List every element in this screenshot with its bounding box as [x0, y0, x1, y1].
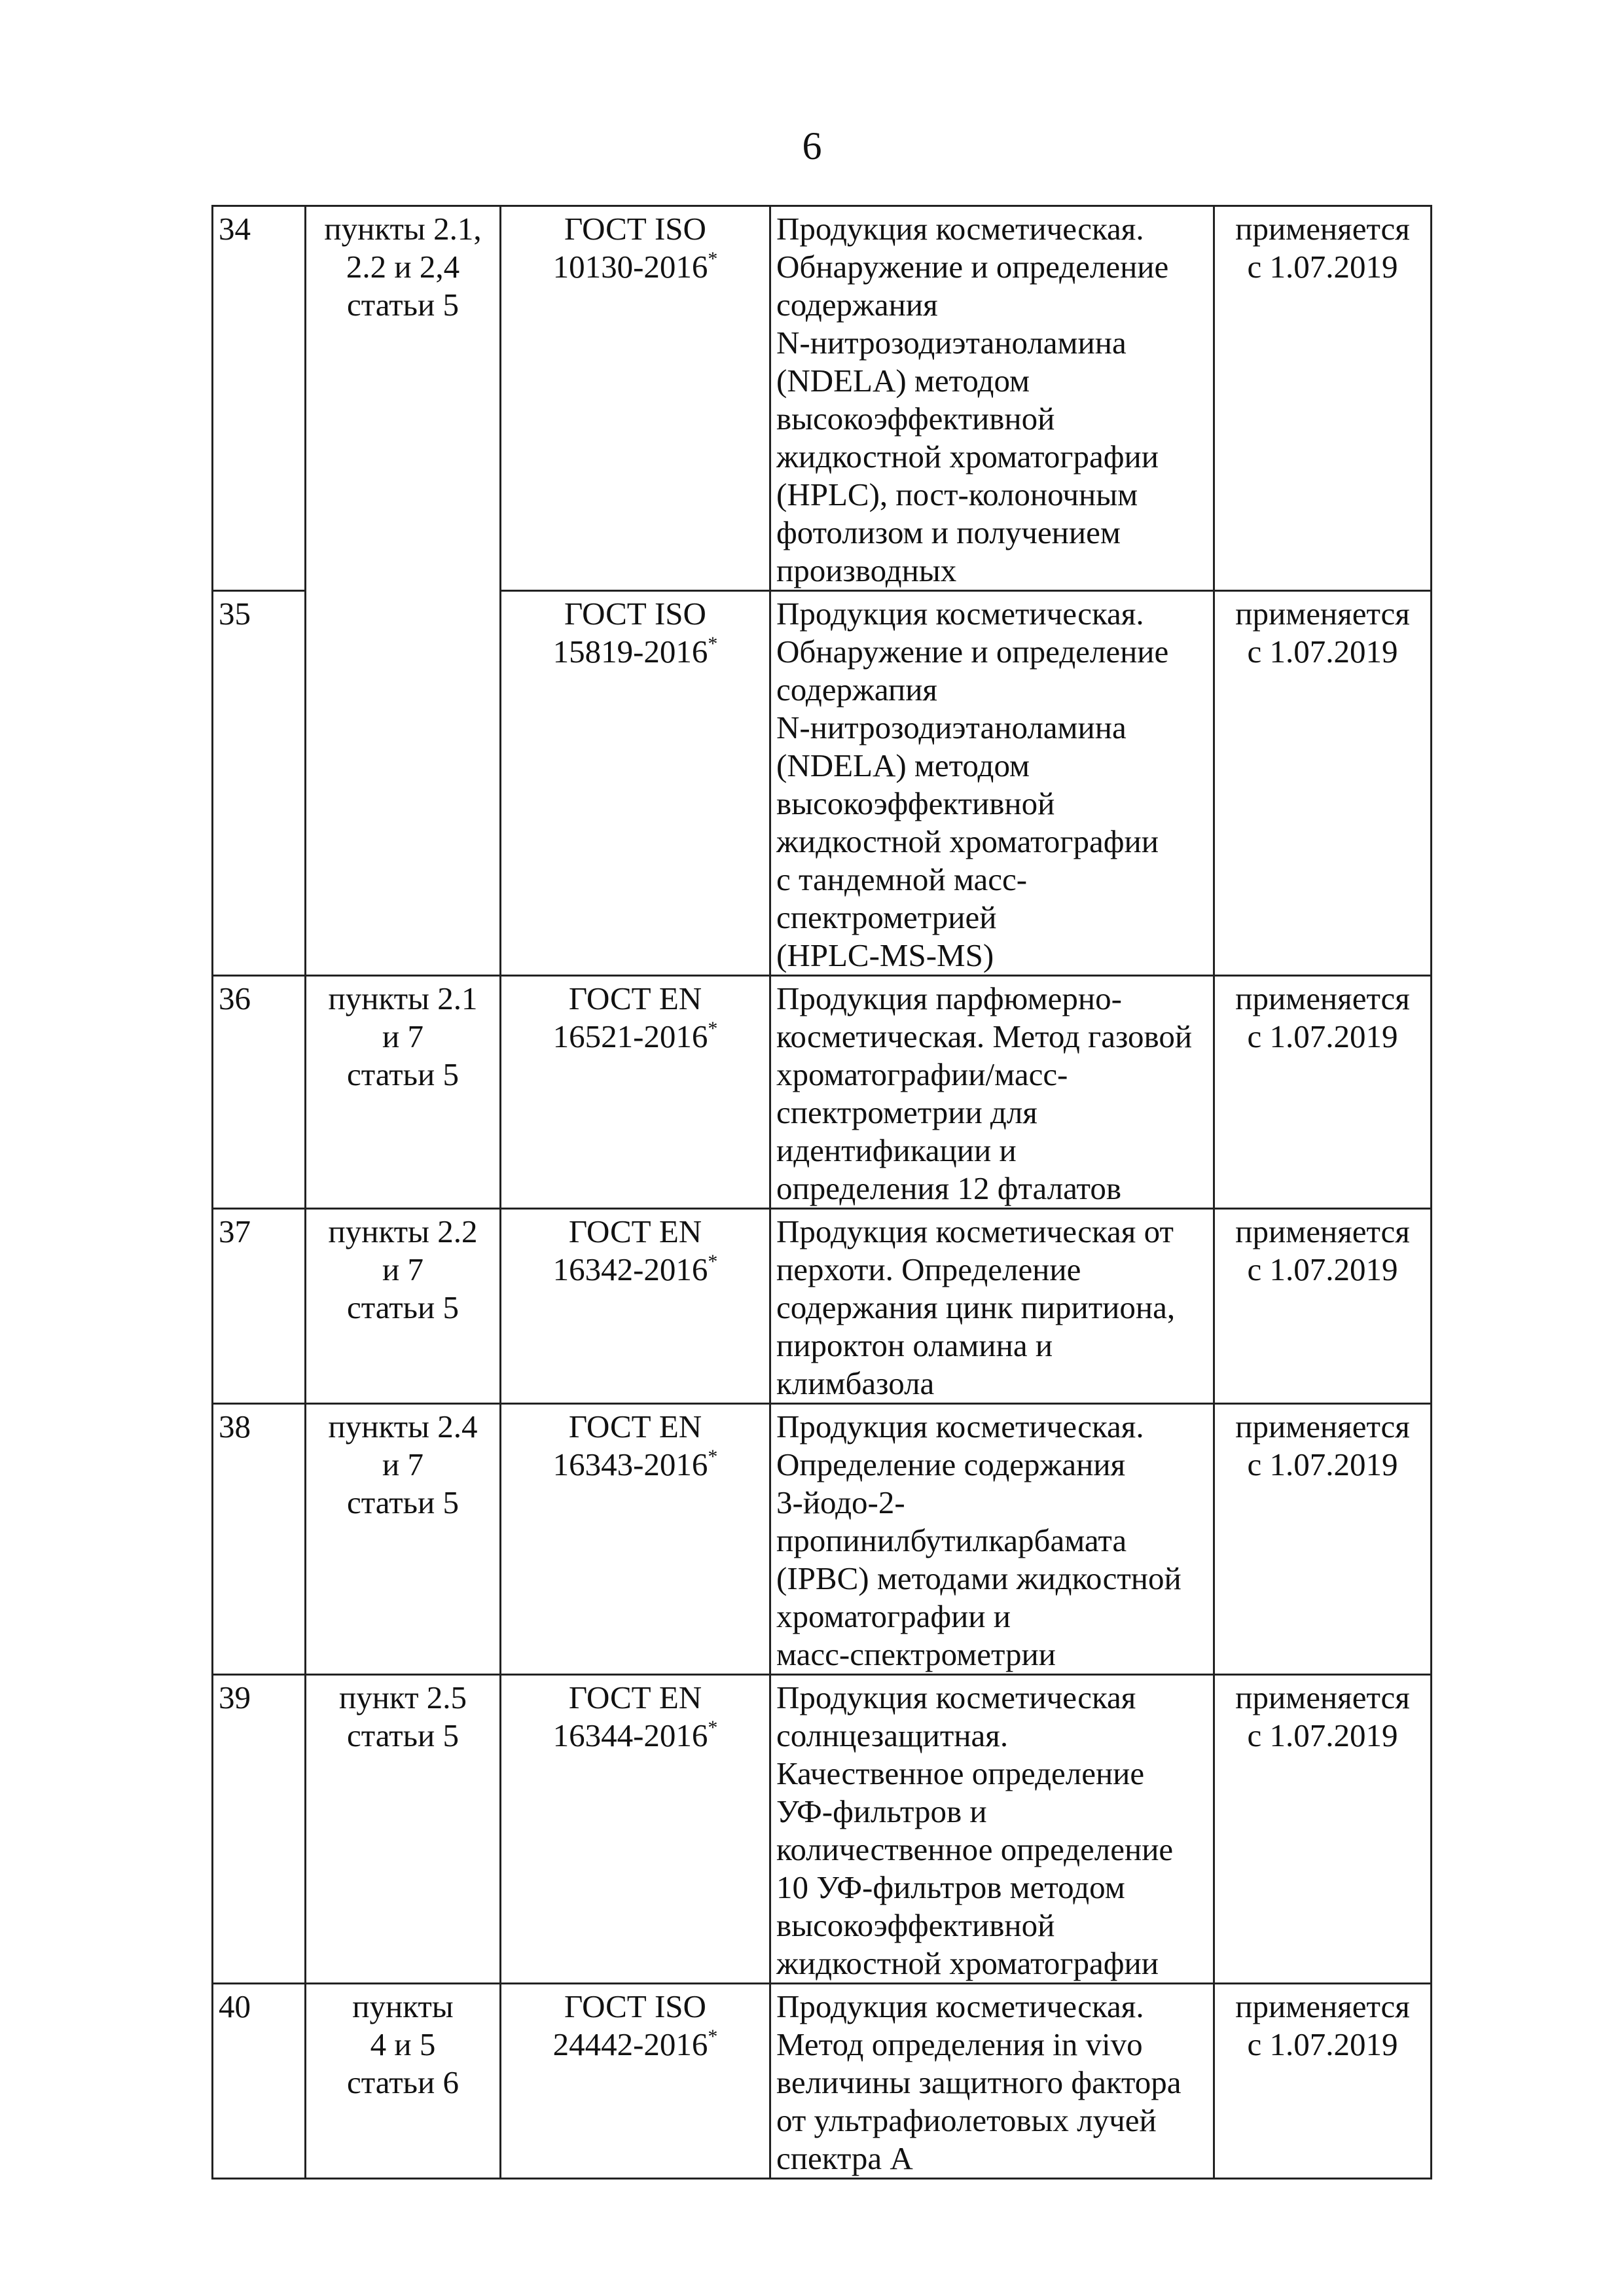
standard-code: 16344-2016	[552, 1717, 708, 1753]
clause-line: статьи 6	[347, 2064, 459, 2100]
title-cell	[770, 1209, 1214, 1404]
title-line: Продукция косметическая.	[776, 211, 1144, 247]
title-line: спектрометрии для	[776, 1094, 1038, 1130]
title-line: спектрометрией	[776, 899, 997, 935]
clause-line: пункты 2.1	[328, 980, 478, 1016]
clause-cell	[306, 1404, 501, 1675]
status-cell	[1214, 1404, 1432, 1675]
status-line: применяется	[1235, 1679, 1410, 1715]
standard-code: 10130-2016	[552, 249, 708, 285]
title-line: Продукция косметическая.	[776, 596, 1144, 632]
status-line: с 1.07.2019	[1247, 1251, 1398, 1287]
title-line: величины защитного фактора	[776, 2064, 1182, 2100]
clause-line: 2.2 и 2,4	[346, 249, 460, 285]
row-number: 40	[213, 1984, 306, 2179]
title-line: производных	[776, 552, 957, 588]
title-line: N-нитрозодиэтаноламина	[776, 325, 1127, 361]
title-line: Качественное определение	[776, 1755, 1145, 1791]
standards-table	[211, 205, 1432, 2179]
title-line: пропинилбутилкарбамата	[776, 1522, 1127, 1558]
title-cell	[770, 1404, 1214, 1675]
standard-line: ГОСТ ISO	[564, 211, 706, 247]
status-line: применяется	[1235, 980, 1410, 1016]
title-line: хроматографии/масс-	[776, 1056, 1068, 1092]
table-row-34	[213, 206, 1432, 591]
status-line: применяется	[1235, 211, 1410, 247]
clause-line: статьи 5	[347, 1289, 459, 1325]
title-line: жидкостной хроматографии	[776, 1945, 1159, 1981]
title-line: косметическая. Метод газовой	[776, 1018, 1193, 1054]
clause-cell	[306, 1675, 501, 1984]
title-line: Обнаружение и определение	[776, 249, 1169, 285]
table-row-38	[213, 1404, 1432, 1675]
title-line: солнцезащитная.	[776, 1717, 1009, 1753]
status-line: с 1.07.2019	[1247, 2026, 1398, 2062]
title-line: климбазола	[776, 1365, 935, 1401]
standard-line: ГОСТ EN	[568, 980, 702, 1016]
title-line: пироктон оламина и	[776, 1327, 1053, 1363]
row-number: 38	[213, 1404, 306, 1675]
row-number: 39	[213, 1675, 306, 1984]
title-line: (NDELA) методом	[776, 363, 1030, 399]
standard-line	[507, 633, 764, 671]
clause-cell	[306, 1209, 501, 1404]
status-line: с 1.07.2019	[1247, 249, 1398, 285]
title-line: УФ-фильтров и	[776, 1793, 987, 1829]
table-row-37	[213, 1209, 1432, 1404]
title-line: 10 УФ-фильтров методом	[776, 1869, 1125, 1905]
title-line: содержания цинк пиритиона,	[776, 1289, 1176, 1325]
title-line: Обнаружение и определение	[776, 634, 1169, 670]
title-line: Продукция косметическая.	[776, 1408, 1144, 1444]
title-cell	[770, 206, 1214, 591]
clause-line: статьи 5	[347, 1484, 459, 1520]
status-cell	[1214, 1675, 1432, 1984]
status-line: применяется	[1235, 596, 1410, 632]
clause-line: статьи 5	[347, 1056, 459, 1092]
status-line: с 1.07.2019	[1247, 1446, 1398, 1482]
title-line: фотолизом и получением	[776, 514, 1121, 550]
title-line: масс-спектрометрии	[776, 1636, 1056, 1672]
status-cell	[1214, 206, 1432, 591]
title-line: Определение содержания	[776, 1446, 1126, 1482]
table-row-39	[213, 1675, 1432, 1984]
standard-code: 16343-2016	[552, 1446, 708, 1482]
standard-line: ГОСТ ISO	[564, 596, 706, 632]
standard-line	[507, 1717, 764, 1755]
title-line: Продукция косметическая	[776, 1679, 1136, 1715]
title-cell	[770, 591, 1214, 976]
clause-line: и 7	[382, 1251, 424, 1287]
title-line: хроматографии и	[776, 1598, 1011, 1634]
standard-code: 16342-2016	[552, 1251, 708, 1287]
standard-line: ГОСТ EN	[568, 1213, 702, 1249]
clause-line: статьи 5	[347, 1717, 459, 1753]
standard-line	[507, 1446, 764, 1484]
clause-line: пункт 2.5	[338, 1679, 467, 1715]
clause-line: пункты	[352, 1988, 454, 2024]
clause-cell	[306, 976, 501, 1209]
standard-cell	[501, 1404, 770, 1675]
status-cell	[1214, 591, 1432, 976]
standard-line	[507, 248, 764, 286]
footnote-mark: *	[708, 632, 718, 655]
title-line: (IPBC) методами жидкостной	[776, 1560, 1182, 1596]
standard-cell	[501, 591, 770, 976]
footnote-mark: *	[708, 1017, 718, 1039]
clause-cell	[306, 206, 501, 976]
standard-line	[507, 2026, 764, 2064]
standard-line: ГОСТ EN	[568, 1679, 702, 1715]
status-cell	[1214, 976, 1432, 1209]
status-cell	[1214, 1209, 1432, 1404]
status-cell	[1214, 1984, 1432, 2179]
clause-line: 4 и 5	[370, 2026, 436, 2062]
title-line: количественное определение	[776, 1831, 1174, 1867]
footnote-mark: *	[708, 2025, 718, 2047]
standard-line: ГОСТ ISO	[564, 1988, 706, 2024]
title-cell	[770, 976, 1214, 1209]
standard-cell	[501, 206, 770, 591]
title-line: 3-йодо-2-	[776, 1484, 905, 1520]
standard-line	[507, 1018, 764, 1056]
title-line: высокоэффективной	[776, 785, 1055, 821]
clause-line: пункты 2.1,	[324, 211, 482, 247]
clause-line: и 7	[382, 1446, 424, 1482]
title-line: Продукция парфюмерно-	[776, 980, 1122, 1016]
title-line: с тандемной масс-	[776, 861, 1028, 897]
standard-code: 15819-2016	[552, 634, 708, 670]
page-number: 6	[802, 124, 822, 168]
title-line: от ультрафиолетовых лучей	[776, 2102, 1157, 2138]
title-line: (NDELA) методом	[776, 747, 1030, 783]
standard-code: 24442-2016	[552, 2026, 708, 2062]
status-line: применяется	[1235, 1408, 1410, 1444]
standard-cell	[501, 1675, 770, 1984]
footnote-mark: *	[708, 1250, 718, 1272]
clause-line: статьи 5	[347, 287, 459, 323]
status-line: с 1.07.2019	[1247, 1717, 1398, 1753]
title-line: определения 12 фталатов	[776, 1170, 1121, 1206]
title-line: Продукция косметическая.	[776, 1988, 1144, 2024]
title-line: Метод определения in vivo	[776, 2026, 1143, 2062]
standard-code: 16521-2016	[552, 1018, 708, 1054]
footnote-mark: *	[708, 247, 718, 270]
clause-line: и 7	[382, 1018, 424, 1054]
title-line: N-нитрозодиэтаноламина	[776, 709, 1127, 745]
title-line: жидкостной хроматографии	[776, 439, 1159, 475]
title-line: высокоэффективной	[776, 1907, 1055, 1943]
title-line: перхоти. Определение	[776, 1251, 1081, 1287]
standard-cell	[501, 976, 770, 1209]
status-line: с 1.07.2019	[1247, 1018, 1398, 1054]
table-row-36	[213, 976, 1432, 1209]
clause-cell	[306, 1984, 501, 2179]
title-line: высокоэффективной	[776, 401, 1055, 437]
title-line: жидкостной хроматографии	[776, 823, 1159, 859]
clause-line: пункты 2.2	[328, 1213, 478, 1249]
title-line: идентификации и	[776, 1132, 1017, 1168]
title-cell	[770, 1984, 1214, 2179]
row-number: 36	[213, 976, 306, 1209]
title-line: содержания	[776, 287, 938, 323]
footnote-mark: *	[708, 1445, 718, 1467]
title-cell	[770, 1675, 1214, 1984]
title-line: содержапия	[776, 672, 937, 708]
title-line: Продукция косметическая от	[776, 1213, 1174, 1249]
clause-line: пункты 2.4	[328, 1408, 478, 1444]
status-line: с 1.07.2019	[1247, 634, 1398, 670]
row-number: 34	[213, 206, 306, 591]
status-line: применяется	[1235, 1213, 1410, 1249]
table-row-40	[213, 1984, 1432, 2179]
status-line: применяется	[1235, 1988, 1410, 2024]
title-line: спектра А	[776, 2140, 913, 2176]
standard-line	[507, 1251, 764, 1289]
row-number: 37	[213, 1209, 306, 1404]
title-line: (HPLC), пост-колоночным	[776, 476, 1138, 512]
standard-cell	[501, 1209, 770, 1404]
row-number: 35	[213, 591, 306, 976]
standard-line: ГОСТ EN	[568, 1408, 702, 1444]
footnote-mark: *	[708, 1716, 718, 1738]
title-line: (HPLC-MS-MS)	[776, 937, 994, 973]
standard-cell	[501, 1984, 770, 2179]
